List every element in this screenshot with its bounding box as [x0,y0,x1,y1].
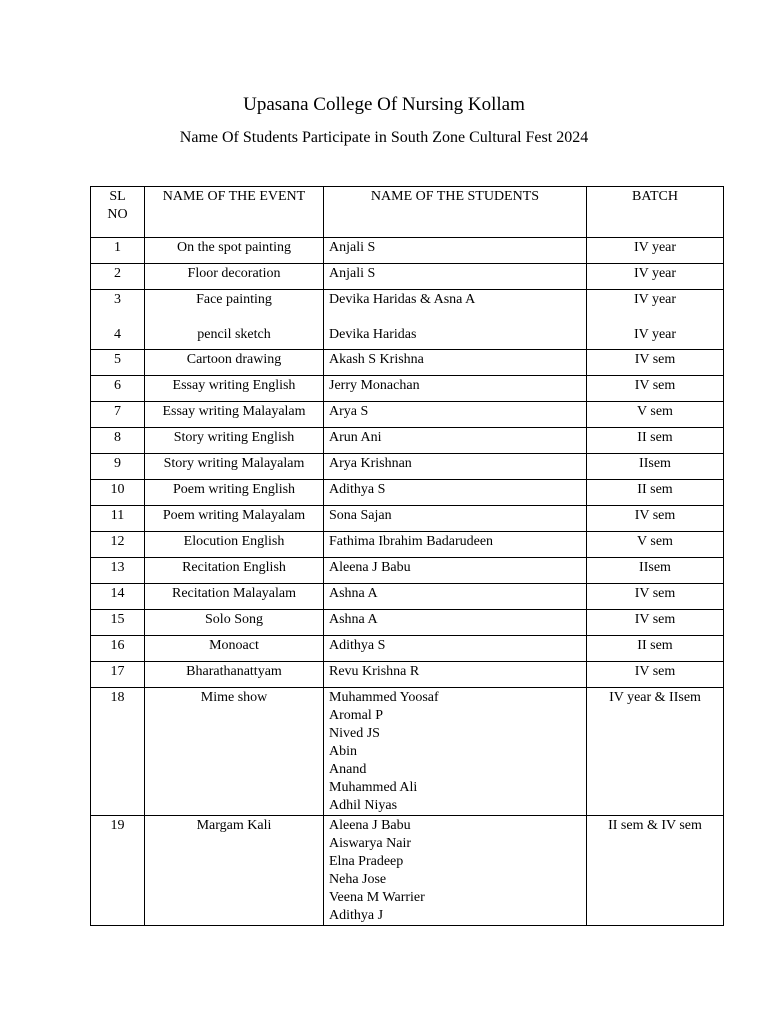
cell-batch: IIsem [587,558,724,584]
cell-batch: IV year [587,264,724,290]
cell-sl-no-3: 3 [114,292,121,307]
cell-students: Adithya S [324,636,587,662]
student-name: Neha Jose [329,872,387,887]
cell-event: Essay writing English [145,376,324,402]
cell-students-3: Devika Haridas & Asna A [329,292,476,307]
table-row [91,376,724,402]
cell-batch [587,290,724,350]
header-sl-no-line1: SL [109,189,126,204]
table-row [91,532,724,558]
cell-event: Cartoon drawing [145,350,324,376]
student-name: Adithya J [329,908,384,923]
cell-sl-no: 14 [91,584,145,610]
cell-sl-no: 16 [91,636,145,662]
cell-sl-no: 10 [91,480,145,506]
cell-event: Margam Kali [145,816,324,926]
cell-sl-no: 9 [91,454,145,480]
cell-event: Elocution English [145,532,324,558]
table-header-row [91,187,724,238]
table-row [91,816,724,926]
cell-students: Ashna A [324,610,587,636]
document-title: Upasana College Of Nursing Kollam [243,94,525,115]
cell-event-3: Face painting [196,292,272,307]
cell-batch: IV sem [587,506,724,532]
cell-sl-no: 13 [91,558,145,584]
header-batch: BATCH [587,187,724,238]
student-name: Anand [329,762,367,777]
cell-sl-no: 1 [91,238,145,264]
table-row-merged [91,290,724,350]
cell-students [324,816,587,926]
cell-students: Aleena J Babu [324,558,587,584]
header-students: NAME OF THE STUDENTS [324,187,587,238]
cell-students: Anjali S [324,238,587,264]
cell-event-4: pencil sketch [197,327,271,342]
cell-batch: II sem [587,428,724,454]
cell-sl-no: 18 [91,688,145,816]
cell-sl-no: 11 [91,506,145,532]
cell-batch: IV year [587,238,724,264]
cell-batch-3: IV year [633,292,677,307]
cell-students [324,290,587,350]
cell-sl-no: 15 [91,610,145,636]
table-row [91,636,724,662]
table-row [91,264,724,290]
cell-batch: IIsem [587,454,724,480]
table-row [91,688,724,816]
student-name: Muhammed Yoosaf [329,690,439,705]
student-name: Veena M Warrier [329,890,425,905]
cell-batch: II sem [587,480,724,506]
cell-sl-no [91,290,145,350]
cell-students: Akash S Krishna [324,350,587,376]
header-sl-no-line2: NO [107,207,128,222]
cell-students: Arya Krishnan [324,454,587,480]
cell-students: Anjali S [324,264,587,290]
cell-students: Arya S [324,402,587,428]
cell-event [145,290,324,350]
cell-event: Mime show [145,688,324,816]
cell-sl-no-4: 4 [114,327,121,342]
cell-batch: II sem & IV sem [587,816,724,926]
cell-batch: IV sem [587,584,724,610]
cell-sl-no: 7 [91,402,145,428]
student-name: Abin [329,744,357,759]
student-name: Aleena J Babu [329,818,411,833]
student-name: Aromal P [329,708,384,723]
cell-event: Recitation Malayalam [145,584,324,610]
cell-batch: V sem [587,532,724,558]
cell-batch: V sem [587,402,724,428]
cell-event: Story writing Malayalam [145,454,324,480]
cell-students-4: Devika Haridas [329,327,417,342]
table-row [91,584,724,610]
header-event: NAME OF THE EVENT [145,187,324,238]
cell-batch: IV sem [587,376,724,402]
table-row [91,350,724,376]
cell-batch: II sem [587,636,724,662]
cell-event: Poem writing English [145,480,324,506]
cell-event: Monoact [145,636,324,662]
cell-students: Arun Ani [324,428,587,454]
student-name: Nived JS [329,726,380,741]
cell-event: Recitation English [145,558,324,584]
table-row [91,506,724,532]
cell-batch: IV sem [587,662,724,688]
cell-event: Poem writing Malayalam [145,506,324,532]
table-row [91,610,724,636]
cell-batch: IV year & IIsem [587,688,724,816]
cell-sl-no: 8 [91,428,145,454]
cell-batch: IV sem [587,350,724,376]
table-row [91,428,724,454]
document-subtitle: Name Of Students Participate in South Zone Cultural Fest 2024 [179,129,589,146]
cell-students: Sona Sajan [324,506,587,532]
cell-event: Bharathanattyam [145,662,324,688]
table-row [91,662,724,688]
participants-table [90,186,724,926]
cell-sl-no: 6 [91,376,145,402]
header-sl-no [91,187,145,238]
table-row [91,558,724,584]
cell-batch-4: IV year [633,327,677,342]
cell-students: Jerry Monachan [324,376,587,402]
student-name: Elna Pradeep [329,854,404,869]
cell-students: Adithya S [324,480,587,506]
cell-event: Solo Song [145,610,324,636]
cell-students: Ashna A [324,584,587,610]
cell-students [324,688,587,816]
cell-sl-no: 19 [91,816,145,926]
table-row [91,480,724,506]
cell-sl-no: 12 [91,532,145,558]
cell-event: Story writing English [145,428,324,454]
table-row [91,454,724,480]
cell-event: Floor decoration [145,264,324,290]
cell-sl-no: 2 [91,264,145,290]
cell-sl-no: 17 [91,662,145,688]
cell-students: Fathima Ibrahim Badarudeen [324,532,587,558]
table-row [91,238,724,264]
cell-batch: IV sem [587,610,724,636]
cell-students: Revu Krishna R [324,662,587,688]
student-name: Aiswarya Nair [329,836,412,851]
table-row [91,402,724,428]
cell-event: Essay writing Malayalam [145,402,324,428]
student-name: Adhil Niyas [329,798,398,813]
cell-event: On the spot painting [145,238,324,264]
cell-sl-no: 5 [91,350,145,376]
student-name: Muhammed Ali [329,780,418,795]
